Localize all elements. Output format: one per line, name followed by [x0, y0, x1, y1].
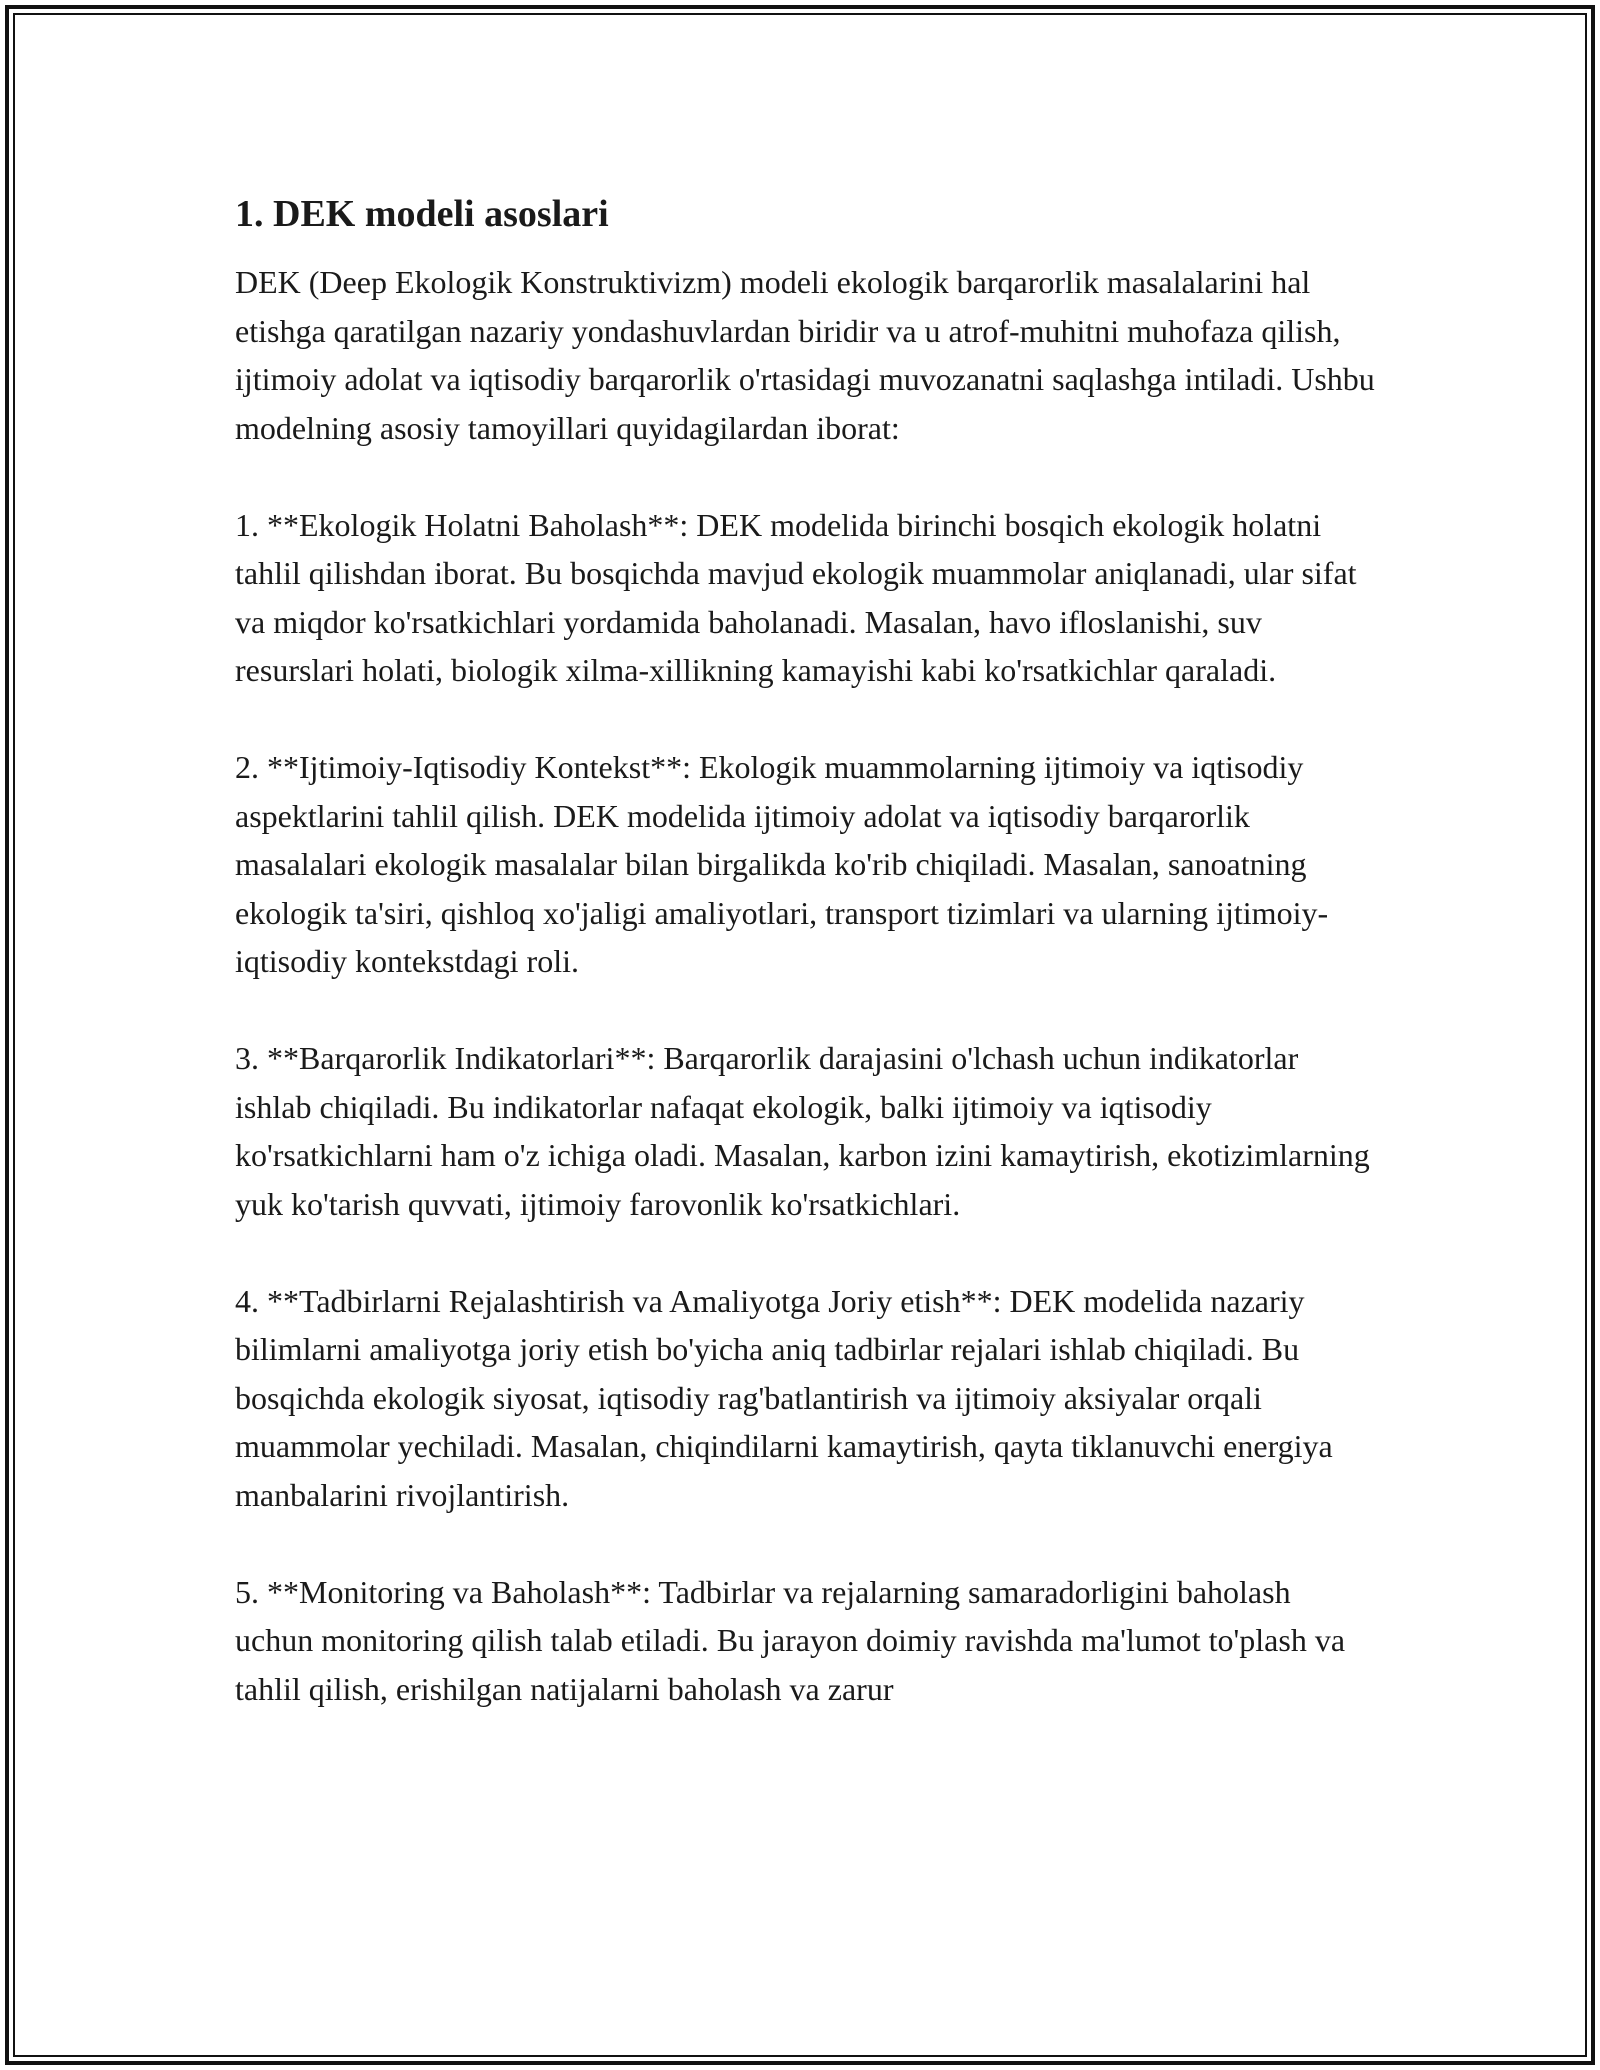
document-body	[235, 188, 1375, 1762]
principle-paragraph-5: 5. **Monitoring va Baholash**: Tadbirlar va rejalarning samaradorligini baholash uchun monitoring qilish talab etiladi. Bu jarayon doimiy ravishda ma'lumot to'plash va tahlil qilish, erishilgan natijalarni baholash va zarur	[235, 1573, 1346, 1707]
intro-paragraph: DEK (Deep Ekologik Konstruktivizm) modeli ekologik barqarorlik masalalarini hal etishga qaratilgan nazariy yondashuvlardan biridir va u atrof-muhitni muhofaza qilish, ijtimoiy adolat va iqtisodiy barqarorlik o'rtasidagi muvozanatni saqlashga intiladi. Ushbu modelning asosiy tamoyillari quyidagilardan iborat:	[235, 264, 1375, 446]
principle-paragraph-1: 1. **Ekologik Holatni Baholash**: DEK modelida birinchi bosqich ekologik holatni tahlil qilishdan iborat. Bu bosqichda mavjud ekologik muammolar aniqlanadi, ular sifat va miqdor ko'rsatkichlari yordamida baholanadi. Masalan, havo ifloslanishi, suv resurslari holati, biologik xilma-xillikning kamayishi kabi ko'rsatkichlar qaraladi.	[235, 506, 1357, 688]
principle-paragraph-4: 4. **Tadbirlarni Rejalashtirish va Amaliyotga Joriy etish**: DEK modelida nazariy bilimlarni amaliyotga joriy etish bo'yicha aniq tadbirlar rejalari ishlab chiqiladi. Bu bosqichda ekologik siyosat, iqtisodiy rag'batlantirish va ijtimoiy aksiyalar orqali muammolar yechiladi. Masalan, chiqindilarni kamaytirish, qayta tiklanuvchi energiya manbalarini rivojlantirish.	[235, 1282, 1333, 1513]
principle-paragraph-3: 3. **Barqarorlik Indikatorlari**: Barqarorlik darajasini o'lchash uchun indikatorlar ishlab chiqiladi. Bu indikatorlar nafaqat ekologik, balki ijtimoiy va iqtisodiy ko'rsatkichlarni ham o'z ichiga oladi. Masalan, karbon izini kamaytirish, ekotizimlarning yuk ko'tarish quvvati, ijtimoiy farovonlik ko'rsatkichlari.	[235, 1040, 1370, 1222]
section-heading: 1. DEK modeli asoslari	[235, 193, 609, 235]
principle-paragraph-2: 2. **Ijtimoiy-Iqtisodiy Kontekst**: Ekologik muammolarning ijtimoiy va iqtisodiy aspektlarini tahlil qilish. DEK modelida ijtimoiy adolat va iqtisodiy barqarorlik masalalari ekologik masalalar bilan birgalikda ko'rib chiqiladi. Masalan, sanoatning ekologik ta'siri, qishloq xo'jaligi amaliyotlari, transport tizimlari va ularning ijtimoiy-iqtisodiy kontekstdagi roli.	[235, 749, 1329, 979]
